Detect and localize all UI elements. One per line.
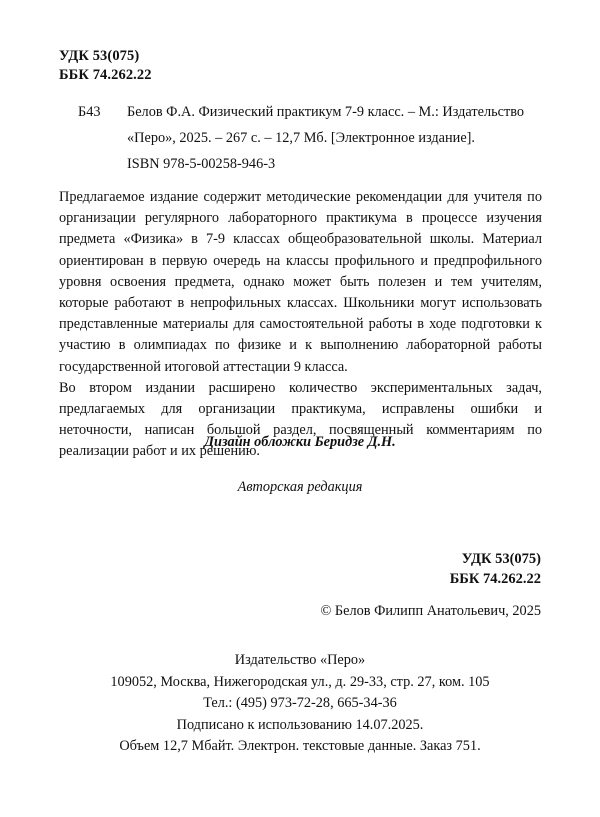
imprint-block [0,650,600,758]
volume-order: Объем 12,7 Мбайт. Электрон. текстовые данные. Заказ 751. [119,738,481,754]
bibliographic-line-2: «Перо», 2025. – 267 с. – 12,7 Мб. [Электронное издание]. [127,130,475,146]
shelf-code: Б43 [78,104,101,120]
publisher-phone: Тел.: (495) 973-72-28, 665-34-36 [203,695,397,711]
annotation-text [59,187,542,463]
annotation-paragraph-2: Во втором издании расширено количество экспериментальных задач, предлагаемых для организации практикума, исправлены ошибки и неточности, написан большой раздел, посвященный комментариям по реализации работ и их решению. [59,379,542,460]
udk-code-bottom: УДК 53(075) [461,551,541,567]
publisher-address: 109052, Москва, Нижегородская ул., д. 29-33, стр. 27, ком. 105 [110,673,490,690]
udk-code-top: УДК 53(075) [59,48,140,64]
bbk-code-bottom: ББК 74.262.22 [449,571,541,587]
classification-codes-top [59,47,152,85]
editorial-credit: Авторская редакция [237,479,363,495]
bibliographic-record [59,99,541,177]
publisher-name: Издательство «Перо» [234,652,366,668]
signed-date: Подписано к использованию 14.07.2025. [176,716,424,733]
bbk-code-top: ББК 74.262.22 [59,67,152,83]
annotation-paragraph-1: Предлагаемое издание содержит методические рекомендации для учителя по организации регулярного лабораторного практикума в процессе изучения предмета «Физика» в 7-9 классах общеобразовательной школы. Материал ориентирован в первую очередь на классы профильного и предпрофильного уровня освоения предмета, однако может быть полезен и тем учителям, которые работают в непрофильных классах. Школьники могут использовать представленные материалы для самостоятельной работы в ходе подготовки к участию в олимпиадах по физике и к выполнению лабораторной работы государственной итоговой аттестации 9 класса. [59,189,542,375]
copyright-notice: © Белов Филипп Анатольевич, 2025 [320,603,541,619]
bibliographic-row [59,99,541,177]
cover-designer-credit: Дизайн обложки Беридзе Д.Н. [204,434,396,450]
bibliographic-line-1: Белов Ф.А. Физический практикум 7-9 класс. – М.: Издательство [127,104,524,120]
isbn: ISBN 978-5-00258-946-3 [127,156,276,172]
classification-codes-bottom [450,549,541,589]
